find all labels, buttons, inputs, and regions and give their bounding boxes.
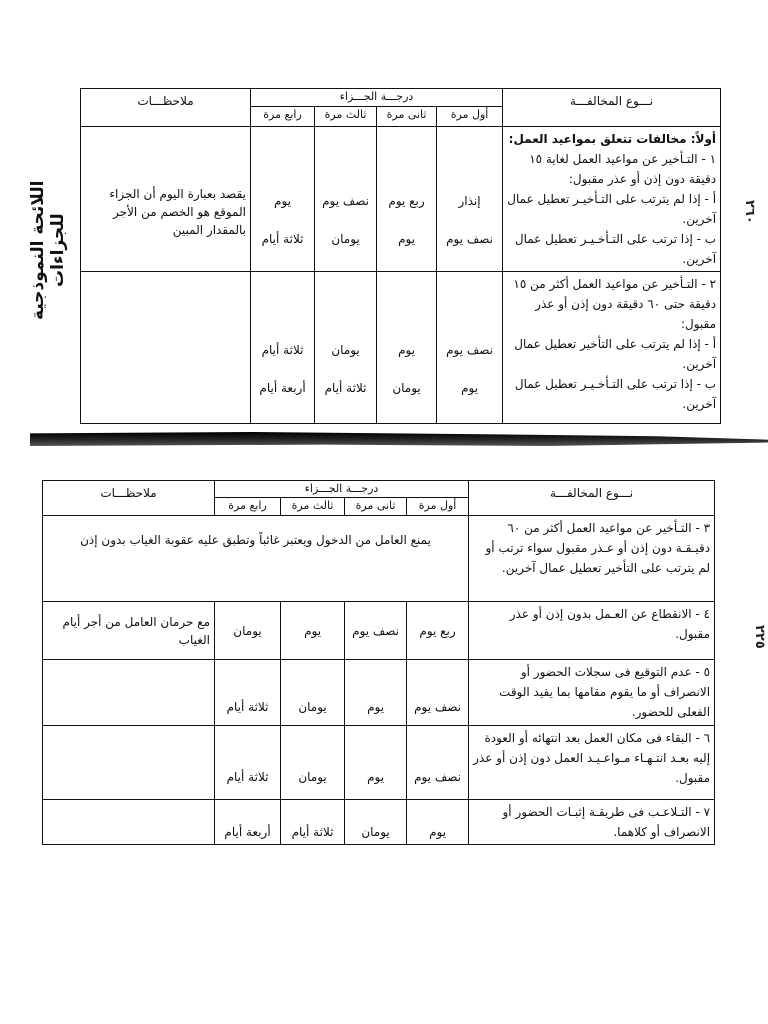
- violation-case-b: ب - إذا ترتب على التـأخـيـر تعطيل عمال آخرين.: [514, 232, 717, 266]
- penalty-third: يومان: [281, 660, 345, 726]
- penalty-second: يومان: [345, 800, 407, 845]
- notes-cell: [43, 660, 215, 726]
- penalty-fourth: ثلاثة أيام: [215, 660, 281, 726]
- notes-cell: يقصد بعبارة اليوم أن الجزاء الموقع هو الخصم من الأجر بالمقدار المبين: [81, 127, 251, 272]
- penalty-third: يوم: [281, 602, 345, 660]
- penalty-third: ثلاثة أيام: [281, 800, 345, 845]
- header-notes: ملاحظـــات: [43, 481, 215, 516]
- header-notes: ملاحظـــات: [81, 89, 251, 127]
- notes-cell: [43, 800, 215, 845]
- header-first: أول مرة: [407, 498, 469, 516]
- penalties-table-1: [80, 88, 721, 424]
- merged-note-cell: يمنع العامل من الدخول ويعتبر غائباً وتطبق عليه عقوبة الغياب بدون إذن: [43, 516, 469, 602]
- penalty-third: يومان: [281, 726, 345, 800]
- penalty-first: نصف يوم: [407, 660, 469, 726]
- violation-cell: ٤ - الانقطاع عن العـمل بدون إذن أو عذر مقبول.: [469, 602, 715, 660]
- header-third: ثالث مرة: [315, 107, 377, 127]
- penalty-first: نصف يوم يوم: [437, 272, 503, 424]
- penalty-third: يومان ثلاثة أيام: [315, 272, 377, 424]
- penalty-first: يوم: [407, 800, 469, 845]
- penalty-fourth: ثلاثة أيام: [215, 726, 281, 800]
- header-fourth: رابع مرة: [251, 107, 315, 127]
- penalty-second: يوم: [345, 726, 407, 800]
- penalty-fourth: ثلاثة أيام أربعة أيام: [251, 272, 315, 424]
- violation-cell: ٥ - عدم التوقيع فى سجلات الحضور أو الانصراف أو ما يقوم مقامها بما يفيد الوقت الفعلى للحضور.: [469, 660, 715, 726]
- header-second: ثانى مرة: [345, 498, 407, 516]
- page-number-top: ٢٦٠: [742, 200, 757, 224]
- penalty-first: ربع يوم: [407, 602, 469, 660]
- header-second: ثانى مرة: [377, 107, 437, 127]
- violation-case-b: ب - إذا ترتب على التـأخـيـر تعطيل عمال آخرين.: [514, 377, 717, 411]
- penalty-first: إنذار نصف يوم: [437, 127, 503, 272]
- penalty-second: يوم يومان: [377, 272, 437, 424]
- violation-cell: [503, 127, 721, 272]
- notes-cell: مع حرمان العامل من أجر أيام الغياب: [43, 602, 215, 660]
- side-title: اللائحة النموذجية للجزاءات: [28, 180, 68, 320]
- penalty-fourth: يومان: [215, 602, 281, 660]
- notes-cell: [43, 726, 215, 800]
- header-violation-type: نـــوع المخالفـــة: [503, 89, 721, 127]
- penalty-second: ربع يوم يوم: [377, 127, 437, 272]
- violation-case-a: أ - إذا لم يترتب على التـأخيـر تعطيل عمال آخرين.: [507, 192, 717, 226]
- penalty-third: نصف يوم يومان: [315, 127, 377, 272]
- violation-cell: ٣ - التـأخير عن مواعيد العمل أكثر من ٦٠ دقيـقـة دون إذن أو عـذر مقبول سواء ترتب أو لم يترتب على التأخير تعطيل عمال آخرين.: [469, 516, 715, 602]
- penalty-second: يوم: [345, 660, 407, 726]
- header-penalty-degree: درجـــة الجـــزاء: [215, 481, 469, 498]
- header-first: أول مرة: [437, 107, 503, 127]
- header-third: ثالث مرة: [281, 498, 345, 516]
- penalty-fourth: أربعة أيام: [215, 800, 281, 845]
- page-number-bottom: ٢٢٥: [752, 625, 767, 649]
- penalty-first: نصف يوم: [407, 726, 469, 800]
- section-title: أولاً: مخالفات تتعلق بمواعيد العمل:: [508, 132, 717, 146]
- penalty-second: نصف يوم: [345, 602, 407, 660]
- header-penalty-degree: درجـــة الجـــزاء: [251, 89, 503, 107]
- violation-case-a: أ - إذا لم يترتب على التأخير تعطيل عمال آخرين.: [514, 337, 717, 371]
- violation-text: ٢ - التـأخير عن مواعيد العمل أكثر من ١٥ دقيقة حتى ٦٠ دقيقة دون إذن أو عذر مقبول:: [513, 277, 717, 331]
- scan-shadow: [30, 432, 768, 446]
- violation-text: ١ - التـأخير عن مواعيد العمل لغاية ١٥ دقيقة دون إذن أو عذر مقبول:: [529, 152, 717, 186]
- penalty-fourth: يوم ثلاثة أيام: [251, 127, 315, 272]
- header-fourth: رابع مرة: [215, 498, 281, 516]
- notes-cell: [81, 272, 251, 424]
- violation-cell: ٧ - التـلاعـب فى طريقـة إثبـات الحضور أو الانصراف أو كلاهما.: [469, 800, 715, 845]
- header-violation-type: نـــوع المخالفـــة: [469, 481, 715, 516]
- violation-cell: ٦ - البقاء فى مكان العمل بعد انتهائه أو العودة إليه بعـد انتـهـاء مـواعـيـد العمل دون إذن أو عذر مقبول.: [469, 726, 715, 800]
- violation-cell: [503, 272, 721, 424]
- penalties-table-2: [42, 480, 715, 845]
